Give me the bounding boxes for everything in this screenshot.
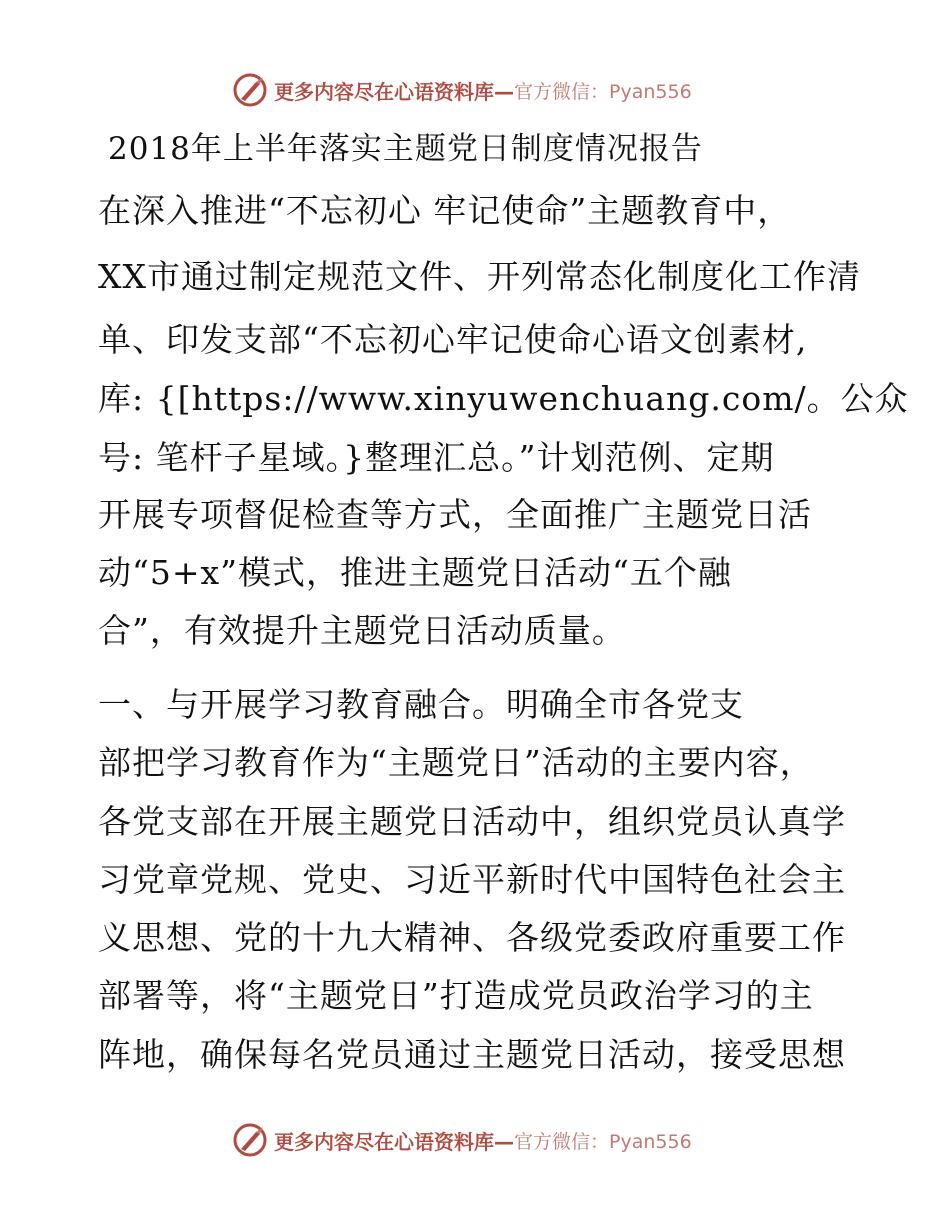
body-line: 各党支部在开展主题党日活动中，组织党员认真学	[98, 802, 846, 841]
body-line: 部把学习教育作为“主题党日”活动的主要内容，	[98, 743, 814, 782]
banner-main-text: 更多内容尽在心语资料库—	[274, 79, 514, 104]
document-title: 2018年上半年落实主题党日制度情况报告	[108, 131, 703, 167]
footer-watermark-banner	[232, 1120, 752, 1160]
body-line: 号: 笔杆子星域。}整理汇总。”计划范例、定期	[98, 438, 775, 477]
body-line: 习党章党规、党史、习近平新时代中国特色社会主	[98, 860, 846, 899]
banner-main-text: 更多内容尽在心语资料库—	[274, 1129, 514, 1154]
body-line: 库: {[https://www.xinyuwenchuang.com/。公众	[98, 379, 909, 418]
header-watermark-banner	[232, 70, 752, 110]
banner-sub-text: 官方微信：Pyan556	[514, 80, 692, 103]
body-line: 一、与开展学习教育融合。明确全市各党支	[98, 685, 744, 724]
body-line: XX市通过制定规范文件、开列常态化制度化工作清	[98, 257, 861, 296]
quill-logo-icon	[232, 72, 268, 108]
body-line: 阵地，确保每名党员通过主题党日活动，接受思想	[98, 1035, 846, 1074]
body-line: 动“5+x”模式，推进主题党日活动“五个融	[98, 553, 732, 592]
body-line: 单、印发支部“不忘初心牢记使命心语文创素材,	[98, 320, 808, 359]
body-line: 开展专项督促检查等方式，全面推广主题党日活	[98, 495, 812, 534]
banner-sub-text: 官方微信：Pyan556	[514, 1130, 692, 1153]
body-line: 合”，有效提升主题党日活动质量。	[98, 611, 626, 650]
body-line: 在深入推进“不忘初心 牢记使命”主题教育中，	[98, 191, 792, 230]
body-line: 部署等，将“主题党日”打造成党员政治学习的主	[98, 976, 814, 1015]
quill-logo-icon	[232, 1122, 268, 1158]
body-line: 义思想、党的十九大精神、各级党委政府重要工作	[98, 918, 846, 957]
